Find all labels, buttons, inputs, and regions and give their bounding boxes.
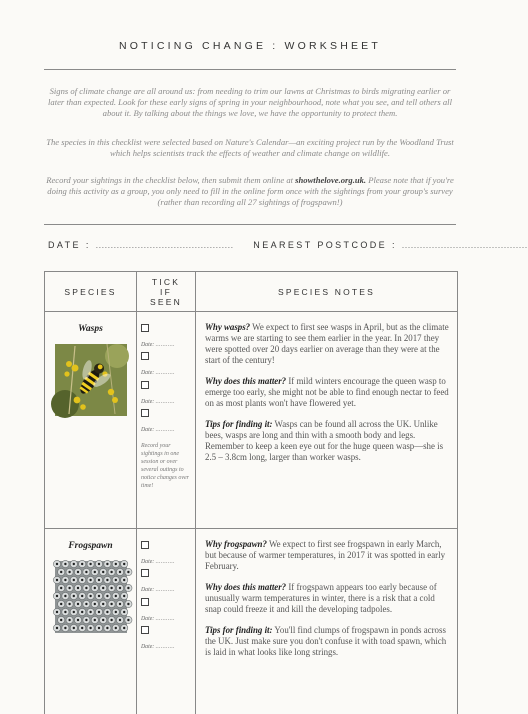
postcode-label: NEAREST POSTCODE :	[253, 240, 397, 250]
tick-cell: Date: ........... Date: ........... Date: ........... Date: ...........	[137, 529, 196, 714]
species-cell	[45, 529, 137, 714]
frogspawn-photo	[55, 561, 127, 633]
intro-paragraph-3: Record your sightings in the checklist below, then submit them online at showthelove.org.uk. Please note that if you're doing this activity as a group, you only need to fill in the online form once with the sightings from your group's survey (rather than recording all 27 sightings of frogspawn!)	[46, 175, 454, 207]
form-fields	[48, 240, 528, 250]
wasp-photo	[55, 344, 127, 416]
species-notes: Why wasps? We expect to first see wasps in April, but as the climate warms we are starting to see them earlier in the year. In 2017 they were spotted over 20 days earlier on average than they were at the start of the century! Why does this matter? If mild winters encourage the queen wasp to emerge too early, she might not be able to find enough nectar to feed on as most plants won't have flowered yet. Tips for finding it: Wasps can be found all across the UK. Unlike bees, wasps are long and thin with a smooth body and legs. Remember to keep a keen eye out for the huge queen wasp—she is 2.5 – 3.8cm long, larger than worker wasps.	[196, 312, 458, 529]
date-field[interactable]: ..............................................	[95, 240, 234, 250]
title-rule	[44, 69, 456, 70]
intro-paragraph-1: Signs of climate change are all around us: from needing to trim our lawns at Christmas to birds migrating earlier or later than expected. Look for these early signs of spring in your neighbourhood, note what you see, and tell others all about it. By talking about the things we love, we have the opportunity to protect them.	[48, 86, 452, 118]
tick-checkbox[interactable]	[141, 569, 149, 577]
tick-checkbox[interactable]	[141, 598, 149, 606]
tick-cell: Date: ........... Date: ........... Date: ........... Date: ........... Record your sightings in one session or over several outings to notice changes over time!	[137, 312, 196, 529]
header-tick: TICK IF SEEN	[137, 272, 196, 312]
website-link[interactable]: showthelove.org.uk.	[295, 175, 367, 185]
species-notes: Why frogspawn? We expect to first see frogspawn in early March, but because of warmer temperatures, in 2017 it was spotted in early February. Why does this matter? If frogspawn appears too early because of unusually warm temperatures in winter, there is a risk that a cold snap could freeze it and kill the developing tadpoles. Tips for finding it: You'll find clumps of frogspawn in ponds across the UK. Just make sure you don't confuse it with toad spawn, which is laid in what looks like long strings.	[196, 529, 458, 714]
table-row-wasps	[45, 312, 458, 529]
species-name: Frogspawn	[68, 541, 113, 551]
species-checklist-table	[44, 271, 458, 714]
tick-checkbox[interactable]	[141, 541, 149, 549]
table-row-frogspawn	[45, 529, 458, 714]
date-label: DATE :	[48, 240, 91, 250]
header-species: SPECIES	[45, 272, 137, 312]
postcode-field[interactable]: ..........................................	[401, 240, 528, 250]
record-note: Record your sightings in one session or over several outings to notice changes over time!	[141, 443, 189, 489]
tick-checkbox[interactable]	[141, 352, 149, 360]
species-name: Wasps	[78, 324, 103, 334]
species-cell	[45, 312, 137, 529]
tick-checkbox[interactable]	[141, 409, 149, 417]
header-notes: SPECIES NOTES	[196, 272, 458, 312]
page-title: NOTICING CHANGE : WORKSHEET	[119, 40, 381, 52]
tick-checkbox[interactable]	[141, 626, 149, 634]
tick-checkbox[interactable]	[141, 381, 149, 389]
tick-checkbox[interactable]	[141, 324, 149, 332]
intro-paragraph-2: The species in this checklist were selected based on Nature's Calendar—an exciting project run by the Woodland Trust which helps scientists track the effects of weather and climate change on wildlife.	[46, 137, 454, 158]
intro-rule	[44, 224, 456, 225]
